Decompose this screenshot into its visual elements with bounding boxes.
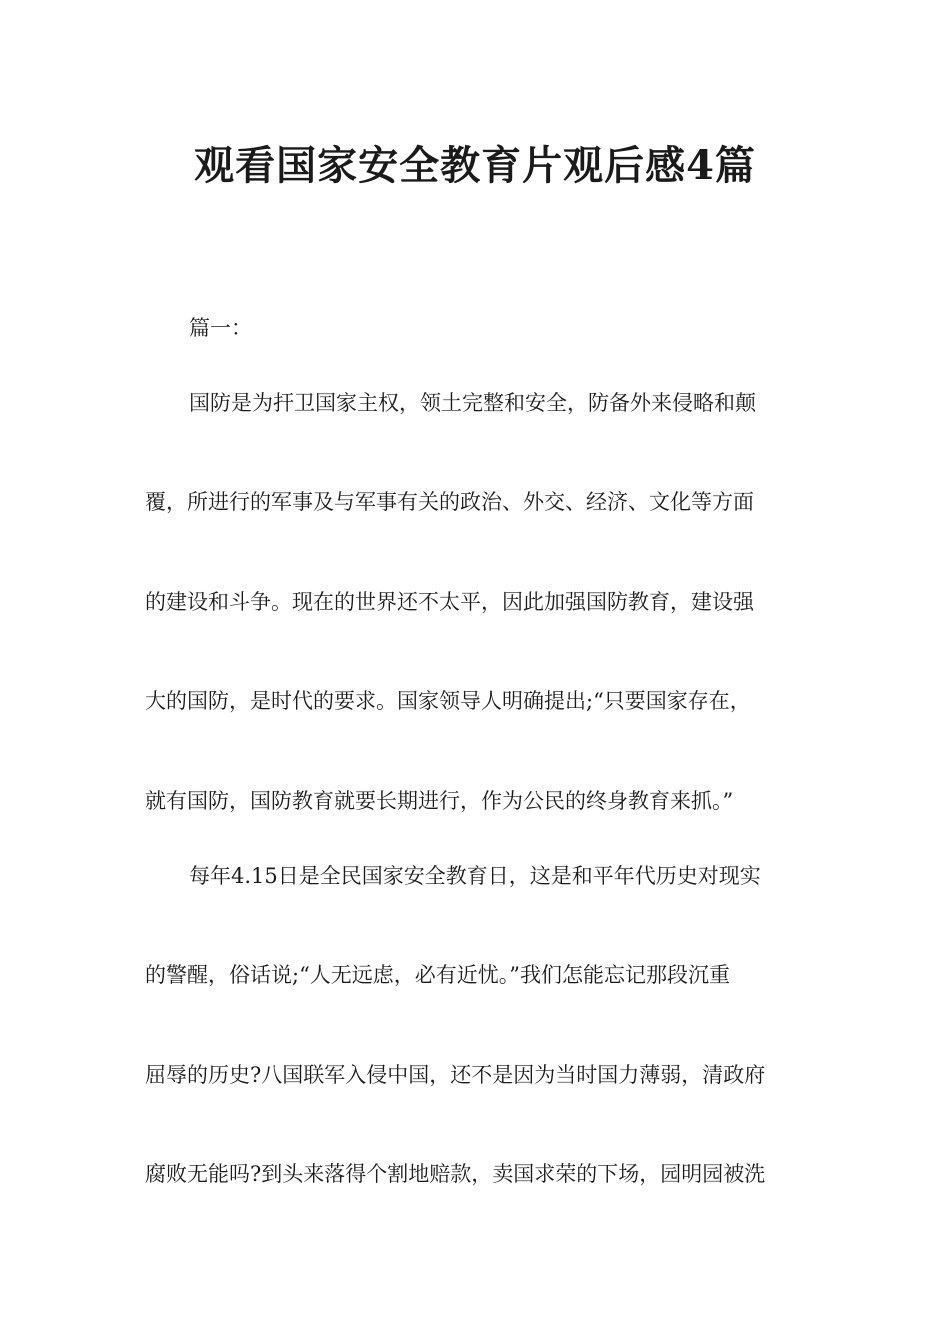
paragraph-line: 的警醒，俗话说;“人无远虑，必有近忧。”我们怎能忘记那段沉重 [145,963,731,987]
paragraph-line: 国防是为扞卫国家主权，领土完整和安全，防备外来侵略和颠 [189,391,756,415]
section-heading: 篇一： [189,316,252,340]
paragraph-line: 就有国防，国防教育就要长期进行，作为公民的终身教育来抓。” [145,789,734,813]
paragraph-line: 大的国防，是时代的要求。国家领导人明确提出;“只要国家存在， [145,689,751,713]
paragraph-line: 覆，所进行的军事及与军事有关的政治、外交、经济、文化等方面 [145,490,754,514]
paragraph-line: 每年4.15日是全民国家安全教育日，这是和平年代历史对现实 [189,864,761,888]
paragraph-line: 腐败无能吗?到头来落得个割地赔款，卖国求荣的下场，园明园被洗 [145,1162,766,1186]
paragraph-line: 的建设和斗争。现在的世界还不太平，因此加强国防教育，建设强 [145,590,754,614]
paragraph-line: 屈辱的历史?八国联军入侵中国，还不是因为当时国力薄弱，清政府 [145,1063,766,1087]
document-title: 观看国家安全教育片观后感4篇 [194,142,756,189]
